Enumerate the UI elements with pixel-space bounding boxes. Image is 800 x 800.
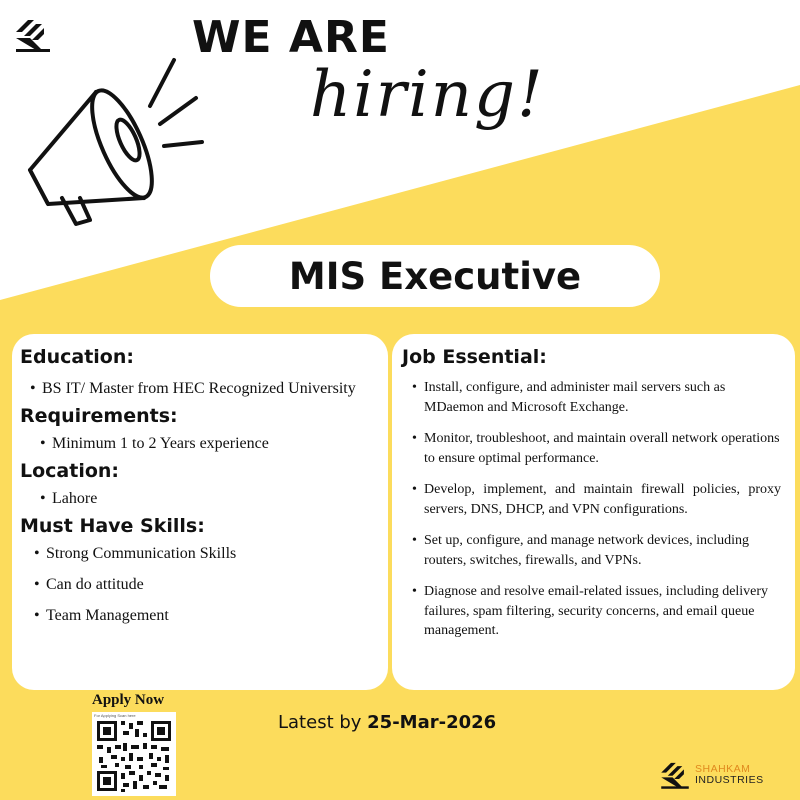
requirements-list bbox=[52, 433, 370, 454]
job-title-pill bbox=[210, 245, 660, 307]
list-item: • Develop, implement, and maintain firewall policies, proxy servers, DNS, DHCP, and VPN configurations. bbox=[424, 480, 781, 519]
job-title: MIS Executive bbox=[288, 254, 582, 298]
list-item: • Lahore bbox=[52, 488, 370, 509]
requirements-card bbox=[12, 334, 388, 690]
list-item: • Set up, configure, and manage network devices, including routers, switches, firewalls, and VPNs. bbox=[424, 531, 781, 570]
requirements-heading: Requirements: bbox=[20, 405, 178, 427]
brand-name bbox=[695, 764, 764, 786]
location-list bbox=[52, 488, 370, 509]
deadline bbox=[278, 712, 496, 733]
headline-hiring: hiring! bbox=[310, 58, 545, 132]
list-item: • Monitor, troubleshoot, and maintain overall network operations to ensure optimal performance. bbox=[424, 429, 781, 468]
list-item: • Diagnose and resolve email-related issues, including delivery failures, spam filtering, security concerns, and email queue management. bbox=[424, 582, 781, 641]
brand-line-2: INDUSTRIES bbox=[695, 774, 764, 786]
apply-now-label: Apply Now bbox=[92, 692, 165, 708]
skills-list bbox=[46, 543, 370, 626]
brand-line-1: SHAHKAM bbox=[695, 763, 751, 775]
list-item: • Strong Communication Skills bbox=[46, 543, 370, 564]
qr-code[interactable] bbox=[92, 712, 176, 796]
job-essential-card bbox=[392, 334, 795, 690]
list-item: • Minimum 1 to 2 Years experience bbox=[52, 433, 370, 454]
list-item: • BS IT/ Master from HEC Recognized University bbox=[42, 378, 370, 399]
deadline-date: 25-Mar-2026 bbox=[367, 712, 497, 733]
shahkam-logo-icon bbox=[658, 758, 692, 792]
skills-heading: Must Have Skills: bbox=[20, 515, 205, 537]
qr-code-icon bbox=[92, 712, 176, 796]
list-item: • Install, configure, and administer mail servers such as MDaemon and Microsoft Exchange. bbox=[424, 378, 781, 417]
headline-we-are: WE ARE bbox=[192, 12, 390, 63]
deadline-prefix: Latest by bbox=[278, 712, 368, 733]
qr-caption: For Applying Scan here bbox=[94, 713, 136, 718]
megaphone-icon bbox=[18, 48, 208, 228]
job-essential-list bbox=[424, 378, 781, 641]
education-list bbox=[42, 378, 370, 399]
education-heading: Education: bbox=[20, 346, 134, 368]
list-item: • Can do attitude bbox=[46, 574, 370, 595]
location-heading: Location: bbox=[20, 460, 120, 482]
list-item: • Team Management bbox=[46, 605, 370, 626]
job-essential-heading: Job Essential: bbox=[402, 346, 547, 368]
